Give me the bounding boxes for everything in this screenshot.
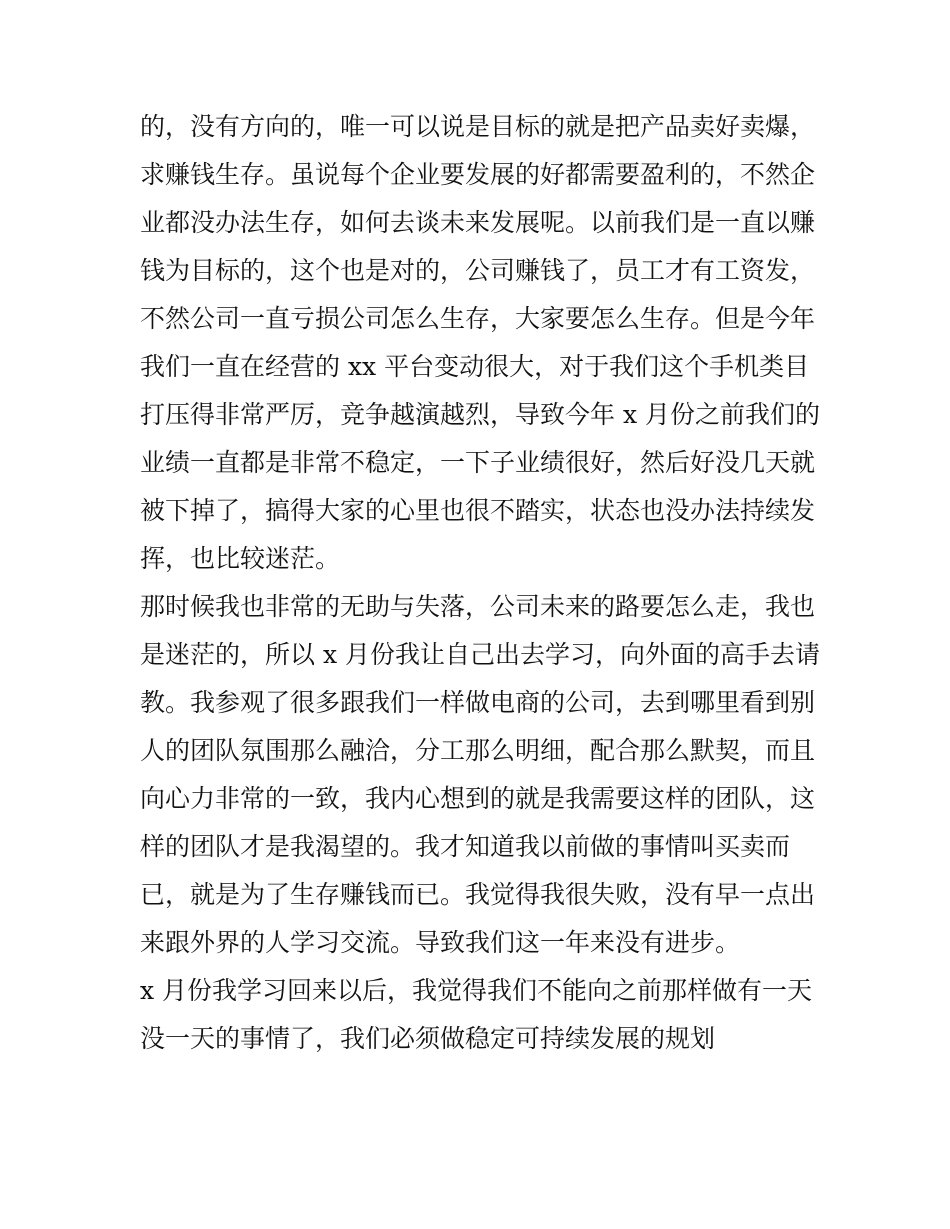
text-line: 被下掉了，搞得大家的心里也很不踏实，状态也没办法持续发 [140, 496, 816, 525]
paragraph-2 [140, 583, 820, 967]
text-line: 教。我参观了很多跟我们一样做电商的公司，去到哪里看到别 [140, 688, 816, 717]
document-body [140, 103, 820, 1063]
text-line: 业绩一直都是非常不稳定，一下子业绩很好，然后好没几天就 [140, 448, 816, 477]
text-line: 向心力非常的一致，我内心想到的就是我需要这样的团队，这 [140, 784, 816, 813]
text-line: 来跟外界的人学习交流。导致我们这一年来没有进步。 [140, 928, 741, 957]
text-line: 已，就是为了生存赚钱而已。我觉得我很失败，没有早一点出 [140, 880, 816, 909]
text-line: 打压得非常严厉，竞争越演越烈，导致今年 x 月份之前我们的 [140, 400, 820, 429]
text-line: 是迷茫的，所以 x 月份我让自己出去学习，向外面的高手去请 [140, 640, 820, 669]
text-line: x 月份我学习回来以后，我觉得我们不能向之前那样做有一天 [140, 976, 813, 1005]
text-line: 挥，也比较迷茫。 [140, 544, 341, 573]
text-line: 钱为目标的，这个也是对的，公司赚钱了，员工才有工资发， [140, 256, 816, 285]
text-line: 我们一直在经营的 xx 平台变动很大，对于我们这个手机类目 [140, 352, 810, 381]
paragraph-1 [140, 103, 820, 583]
text-line: 那时候我也非常的无助与失落，公司未来的路要怎么走，我也 [140, 592, 816, 621]
text-line: 样的团队才是我渴望的。我才知道我以前做的事情叫买卖而 [140, 832, 791, 861]
text-line: 的，没有方向的，唯一可以说是目标的就是把产品卖好卖爆， [140, 112, 816, 141]
text-line: 没一天的事情了，我们必须做稳定可持续发展的规划 [140, 1024, 716, 1053]
text-line: 人的团队氛围那么融洽，分工那么明细，配合那么默契，而且 [140, 736, 816, 765]
text-line: 业都没办法生存，如何去谈未来发展呢。以前我们是一直以赚 [140, 208, 816, 237]
paragraph-3 [140, 967, 820, 1063]
text-line: 不然公司一直亏损公司怎么生存，大家要怎么生存。但是今年 [140, 304, 816, 333]
text-line: 求赚钱生存。虽说每个企业要发展的好都需要盈利的，不然企 [140, 160, 816, 189]
